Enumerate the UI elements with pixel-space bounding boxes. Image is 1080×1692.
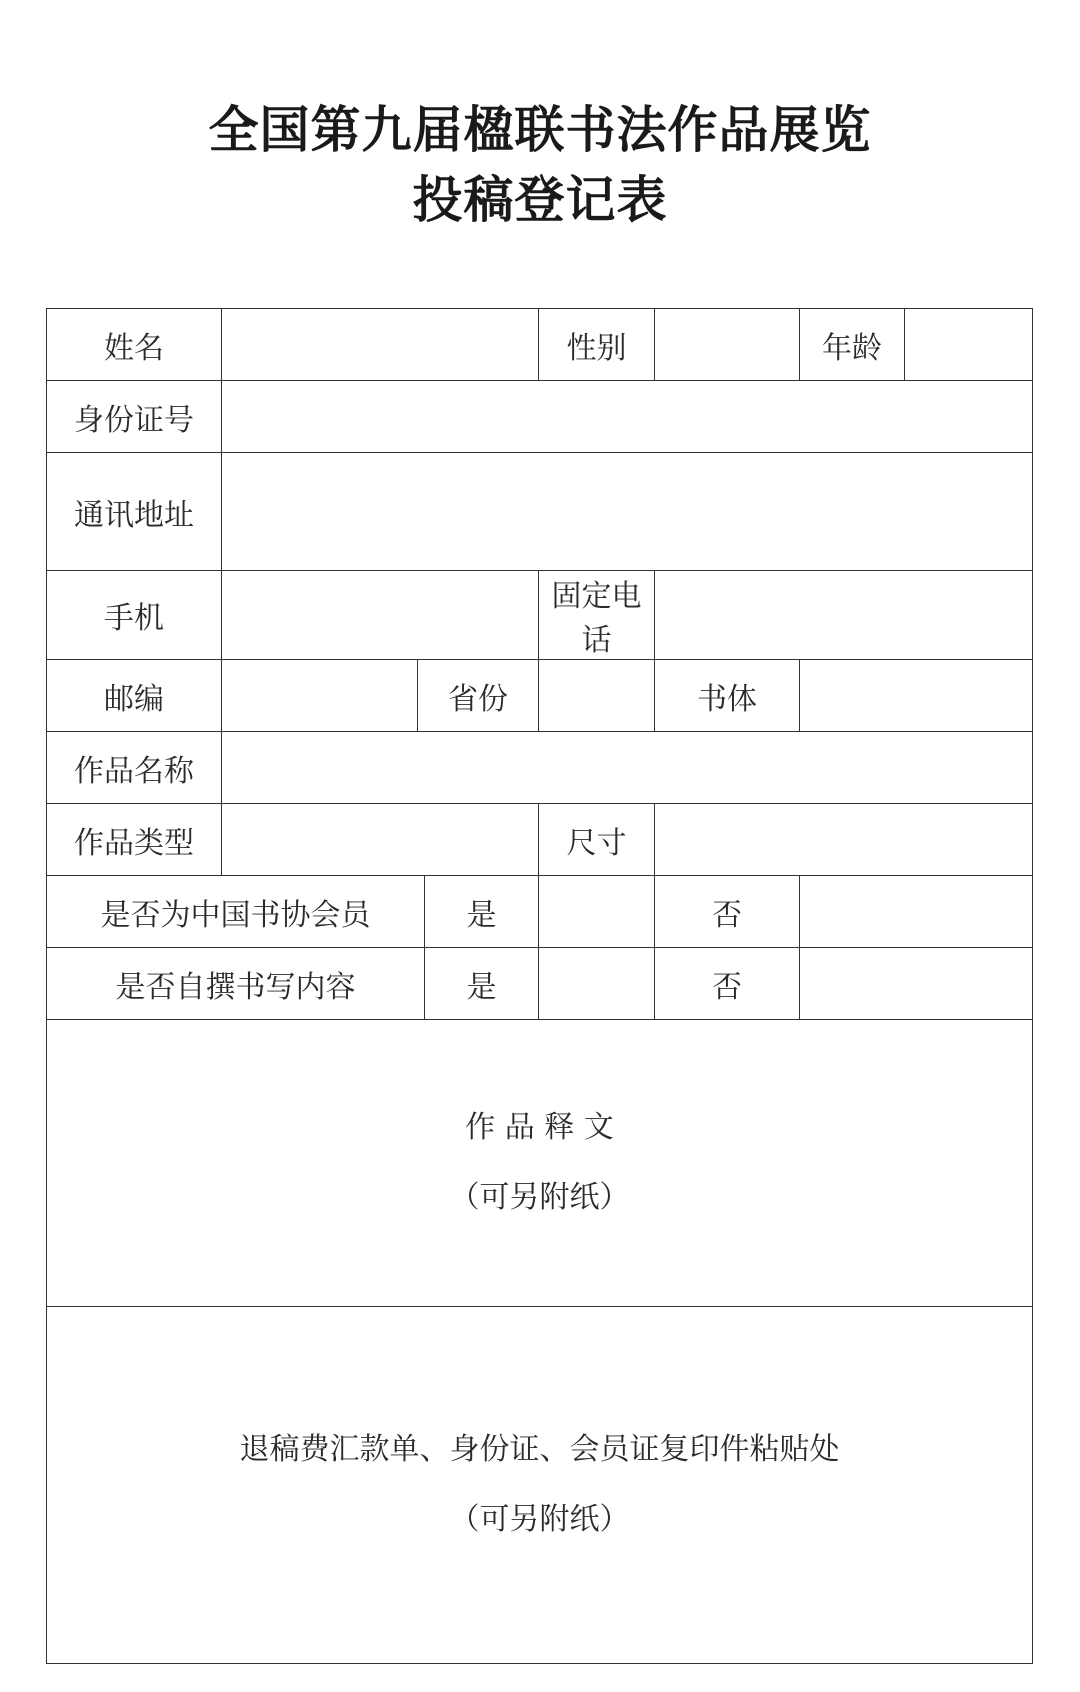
- self-composed-yes-label: 是: [425, 948, 539, 1020]
- address-label: 通讯地址: [47, 453, 222, 571]
- row-postcode: [47, 660, 1033, 732]
- province-label: 省份: [418, 660, 539, 732]
- name-label: 姓名: [47, 309, 222, 381]
- form-title: [0, 95, 1080, 235]
- row-member: [47, 876, 1033, 948]
- transcription-heading: 作 品 释 文: [465, 1110, 614, 1145]
- id-number-label: 身份证号: [47, 381, 222, 453]
- name-field[interactable]: [222, 309, 539, 381]
- member-no-field[interactable]: [800, 876, 1033, 948]
- postcode-field[interactable]: [222, 660, 418, 732]
- mobile-label: 手机: [47, 571, 222, 660]
- transcription-area[interactable]: [47, 1020, 1033, 1307]
- row-id: [47, 381, 1033, 453]
- row-self-composed: [47, 948, 1033, 1020]
- work-title-label: 作品名称: [47, 732, 222, 804]
- work-title-field[interactable]: [222, 732, 1033, 804]
- landline-label: 固定电话: [539, 571, 655, 660]
- row-attachments: [47, 1307, 1033, 1664]
- self-composed-no-field[interactable]: [800, 948, 1033, 1020]
- attachments-area[interactable]: [47, 1307, 1033, 1664]
- work-type-label: 作品类型: [47, 804, 222, 876]
- self-composed-no-label: 否: [655, 948, 800, 1020]
- attachments-heading: 退稿费汇款单、身份证、会员证复印件粘贴处: [239, 1432, 840, 1467]
- member-no-label: 否: [655, 876, 800, 948]
- age-label: 年龄: [800, 309, 905, 381]
- self-composed-yes-field[interactable]: [539, 948, 655, 1020]
- member-yes-label: 是: [425, 876, 539, 948]
- member-question-label: 是否为中国书协会员: [47, 876, 425, 948]
- script-style-label: 书体: [655, 660, 800, 732]
- self-composed-question-label: 是否自撰书写内容: [47, 948, 425, 1020]
- attachments-note: （可另附纸）: [449, 1502, 630, 1537]
- gender-label: 性别: [539, 309, 655, 381]
- gender-field[interactable]: [655, 309, 800, 381]
- id-number-field[interactable]: [222, 381, 1033, 453]
- row-address: [47, 453, 1033, 571]
- mobile-field[interactable]: [222, 571, 539, 660]
- age-field[interactable]: [905, 309, 1033, 381]
- province-field[interactable]: [539, 660, 655, 732]
- title-line-2: 投稿登记表: [412, 170, 668, 229]
- landline-field[interactable]: [655, 571, 1033, 660]
- row-name: [47, 309, 1033, 381]
- work-type-field[interactable]: [222, 804, 539, 876]
- row-phone: [47, 571, 1033, 660]
- script-style-field[interactable]: [800, 660, 1033, 732]
- row-transcription: [47, 1020, 1033, 1307]
- registration-form-table: [46, 308, 1033, 1664]
- transcription-note: （可另附纸）: [449, 1180, 630, 1215]
- title-line-1: 全国第九届楹联书法作品展览: [208, 100, 872, 159]
- row-work-type: [47, 804, 1033, 876]
- row-work-title: [47, 732, 1033, 804]
- address-field[interactable]: [222, 453, 1033, 571]
- member-yes-field[interactable]: [539, 876, 655, 948]
- size-field[interactable]: [655, 804, 1033, 876]
- size-label: 尺寸: [539, 804, 655, 876]
- postcode-label: 邮编: [47, 660, 222, 732]
